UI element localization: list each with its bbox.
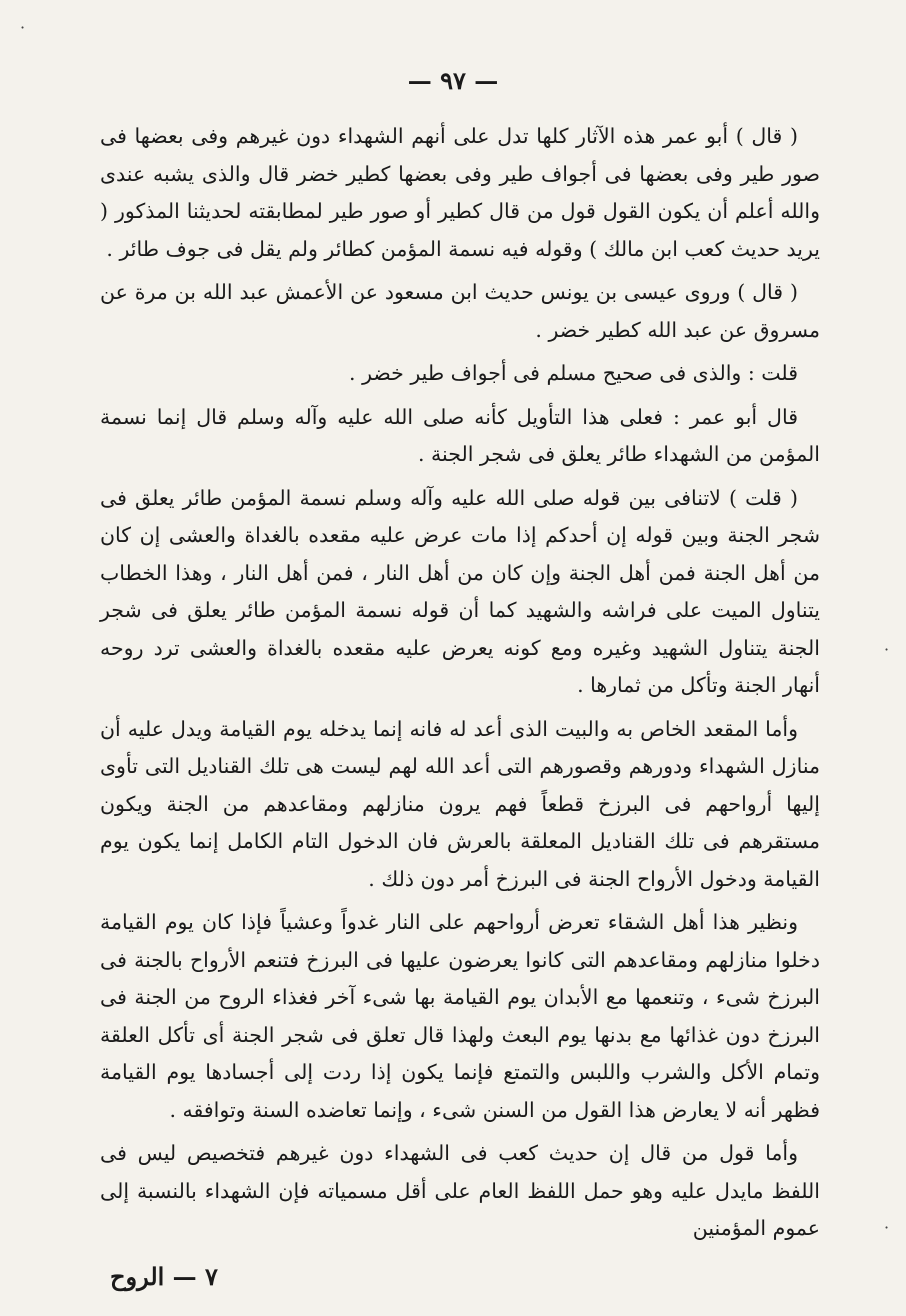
- paragraph-7: ونظير هذا أهل الشقاء تعرض أرواحهم على النار غدواً وعشياً فإذا كان يوم القيامة دخلوا منازلهم ومقاعدهم التى كانوا يعرضون عليها فى البرزخ فتنعم الأرواح بالجنة فى البرزخ شىء ، وتنعمها مع الأبدان يوم القيامة بها شىء آخر فغذاء الروح من الجنة فى البرزخ دون غذائها مع بدنها يوم البعث ولهذا قال تعلق فى شجر الجنة أى تأكل العلقة وتمام الأكل والشرب واللبس والتمتع فإنما يكون إذا ردت إلى أجسادها يوم القيامة فظهر أنه لا يعارض هذا القول من السنن شىء ، وإنما تعاضده السنة وتوافقه .: [100, 910, 820, 1122]
- paragraph-3: قلت : والذى فى صحيح مسلم فى أجواف طير خضر .: [349, 361, 798, 385]
- paragraph-1: ( قال ) أبو عمر هذه الآثار كلها تدل على أنهم الشهداء دون غيرهم وفى بعضها فى صور طير وفى بعضها فى أجواف طير وفى بعضها كطير خضر قال والذى يشبه عندى والله أعلم أن يكون القول قول من قال كطير أو صور طير لمطابقته لحديثنا المذكور ( يريد حديث كعب ابن مالك ) وقوله فيه نسمة المؤمن كطائر ولم يقل فى جوف طائر .: [100, 124, 820, 261]
- paragraph-5: ( قلت ) لاتنافى بين قوله صلى الله عليه وآله وسلم نسمة المؤمن طائر يعلق فى شجر الجنة وبين قوله إن أحدكم إذا مات عرض عليه مقعده بالغداة والعشى إن كان من أهل الجنة فمن أهل الجنة وإن كان من أهل النار ، فمن أهل النار ، وهذا الخطاب يتناول الميت على فراشه والشهيد كما أن قوله نسمة المؤمن طائر يعلق فى شجر الجنة يتناول الشهيد وغيره ومع كونه يعرض عليه مقعده بالغداة والعشى ترد روحه أنهار الجنة وتأكل من ثمارها .: [100, 485, 820, 697]
- footer-signature: ٧ — الروح: [110, 1262, 218, 1291]
- paragraph-6: وأما المقعد الخاص به والبيت الذى أعد له فانه إنما يدخله يوم القيامة ويدل عليه أن منازل الشهداء ودورهم وقصورهم التى أعد الله لهم ليست هى تلك القناديل التى تأوى إليها أرواحهم فى البرزخ قطعاً فهم يرون منازلهم ومقاعدهم من الجنة ويكون مستقرهم فى تلك القناديل المعلقة بالعرش فان الدخول التام الكامل إنما يكون يوم القيامة ودخول الأرواح الجنة فى البرزخ أمر دون ذلك .: [100, 716, 820, 891]
- paragraph-4: قال أبو عمر : فعلى هذا التأويل كأنه صلى الله عليه وآله وسلم قال إنما نسمة المؤمن من الشهداء طائر يعلق فى شجر الجنة .: [100, 404, 820, 466]
- page-number: — ٩٧ —: [407, 66, 499, 95]
- paragraph-8: وأما قول من قال إن حديث كعب فى الشهداء دون غيرهم فتخصيص ليس فى اللفظ مايدل عليه وهو حمل اللفظ العام على أقل مسمياته فإن الشهداء بالنسبة إلى عموم المؤمنين: [100, 1141, 820, 1240]
- scan-speck: ·: [20, 18, 26, 37]
- body-text: [100, 118, 820, 1254]
- paragraph-2: ( قال ) وروى عيسى بن يونس حديث ابن مسعود عن الأعمش عبد الله بن مرة عن مسروق عن عبد الله كطير خضر .: [100, 280, 820, 342]
- scan-speck: ·: [884, 640, 890, 659]
- scan-speck: ·: [884, 1218, 890, 1237]
